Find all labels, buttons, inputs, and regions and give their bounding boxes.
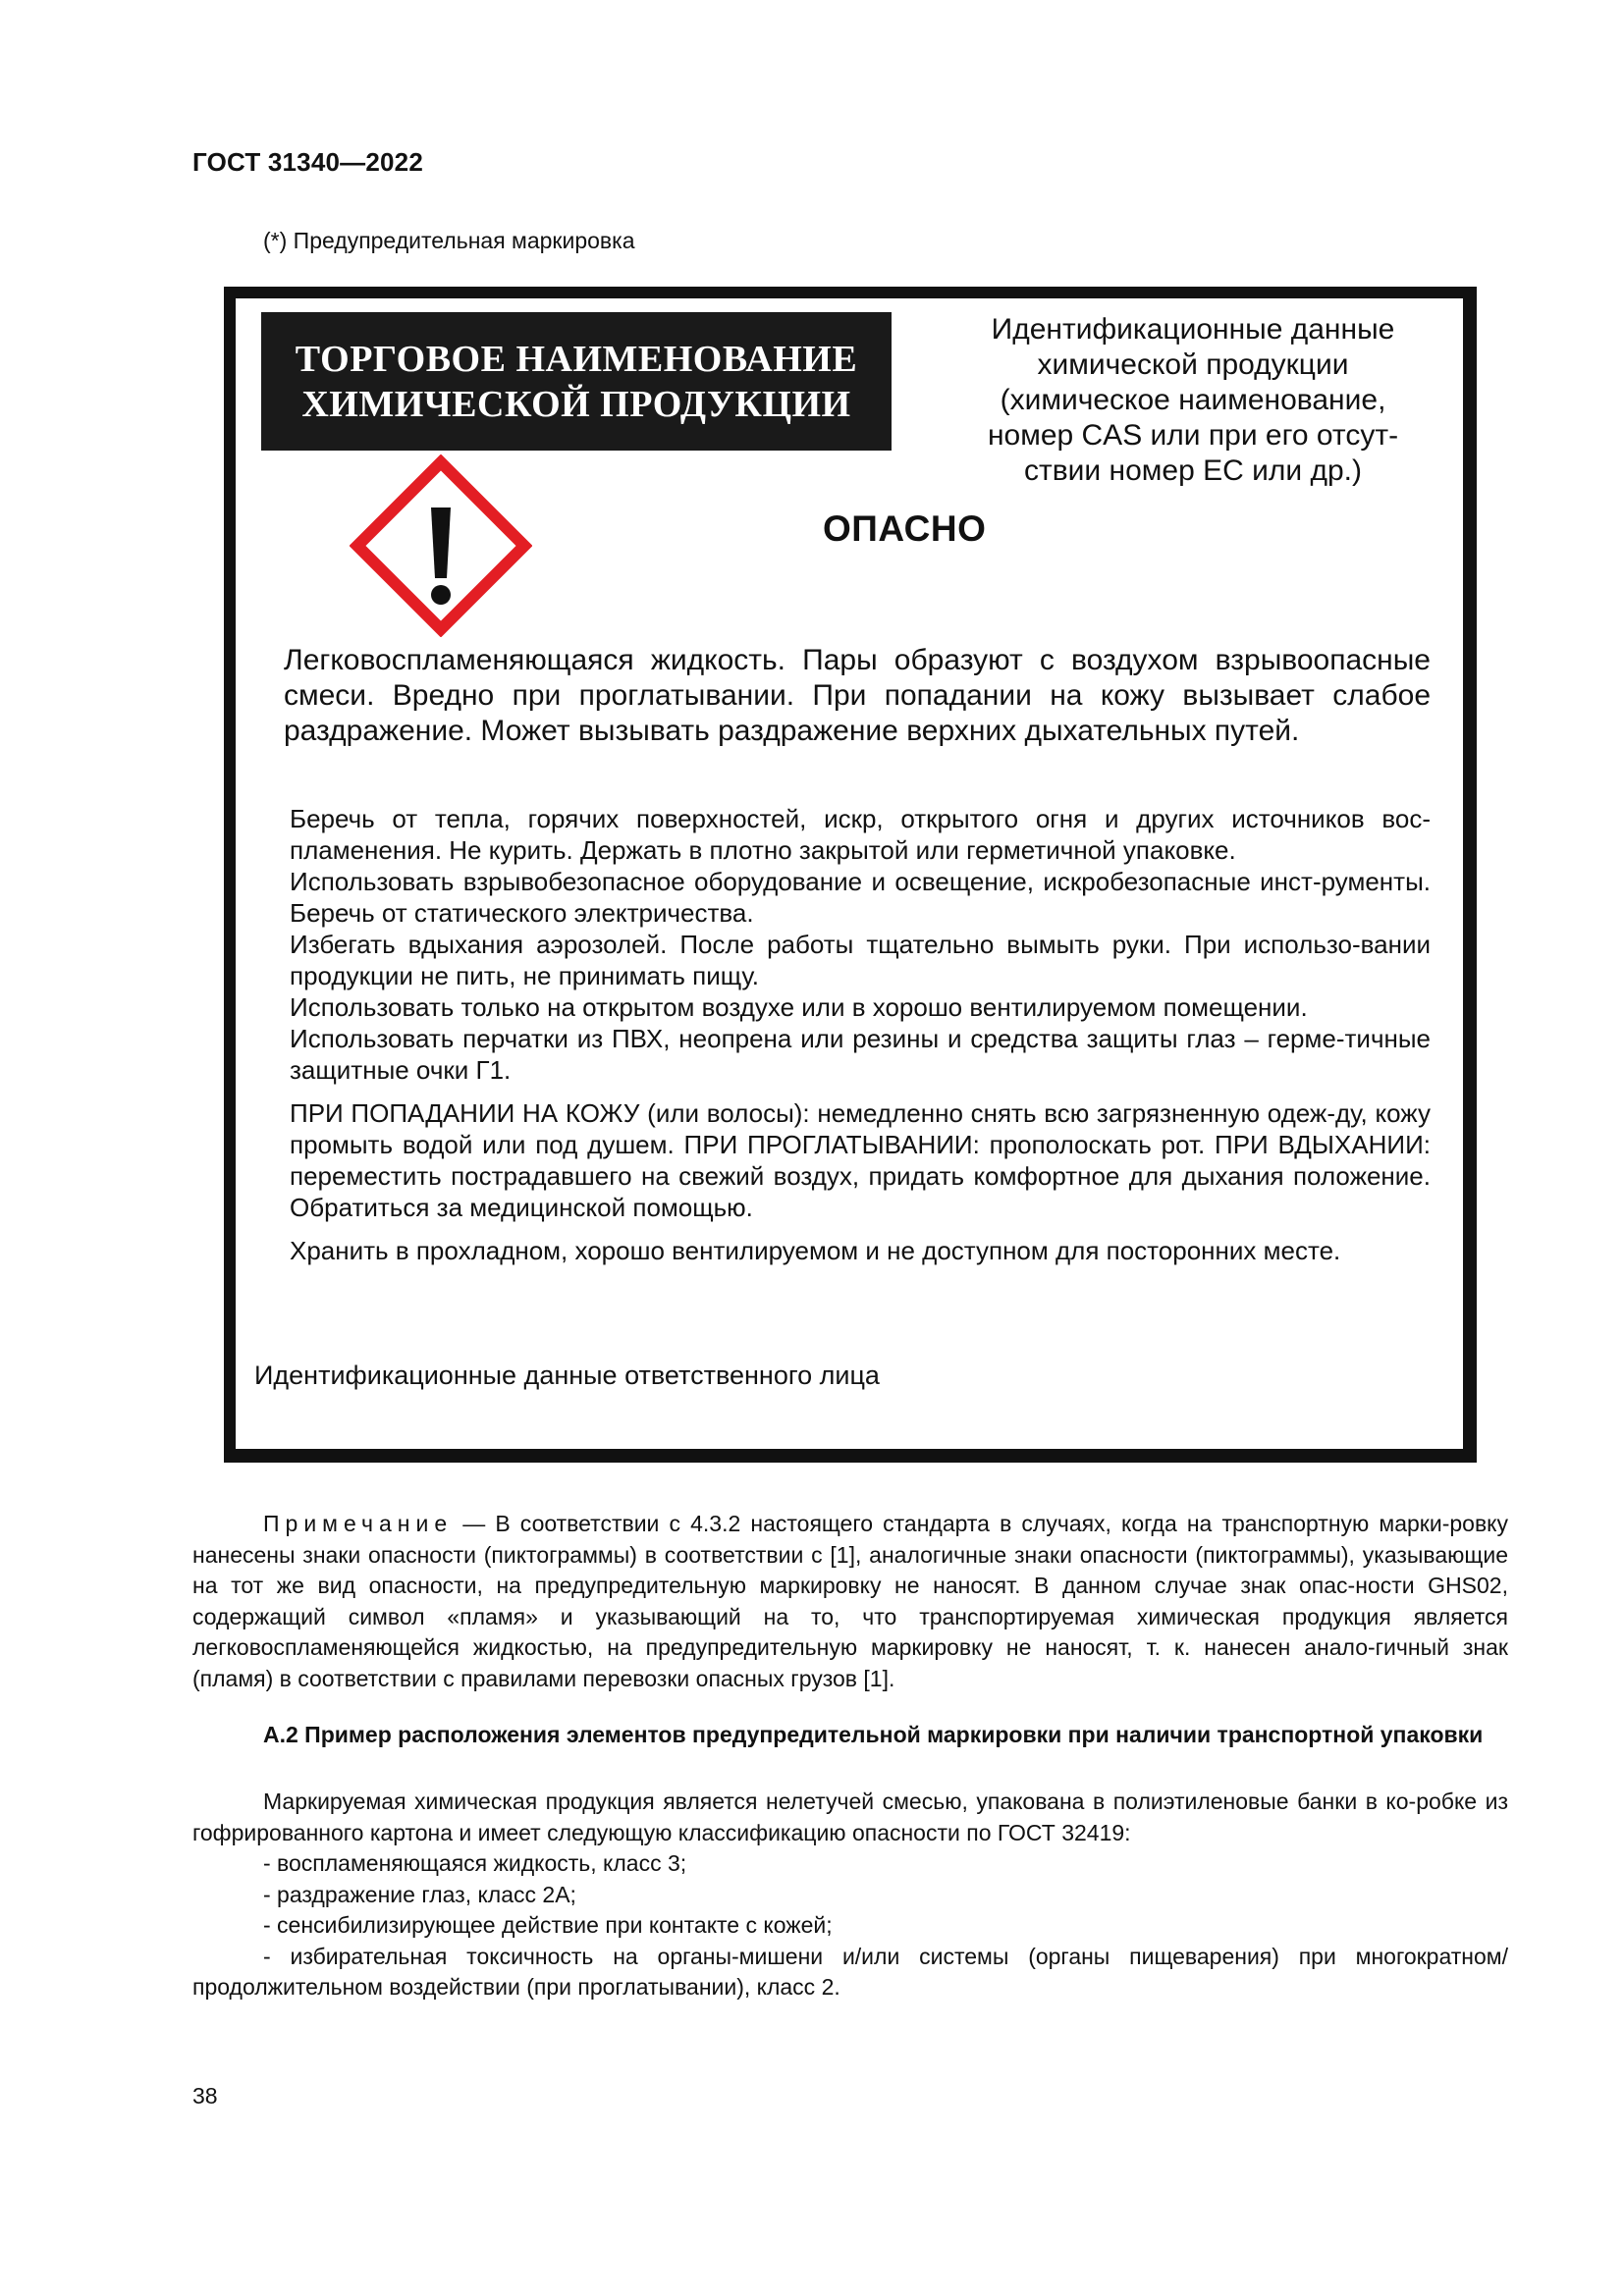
precautionary-statements bbox=[290, 803, 1431, 1266]
section-intro: Маркируемая химическая продукция является нелетучей смесью, упакована в полиэтиленовые банки в ко-робке из гофрированного картона и имеет следующую классификацию опасности по ГОСТ 32419: bbox=[192, 1789, 1508, 1845]
trade-name-line-1: ТОРГОВОЕ НАИМЕНОВАНИЕ bbox=[295, 338, 858, 380]
note-text: — В соответствии с 4.3.2 настоящего стандарта в случаях, когда на транспортную марки-ровку нанесены знаки опасности (пиктограммы) в соответствии с [1], аналогичные знаки опасности (пиктограммы), указывающие на тот же вид опасности, на предупредительную маркировку не наносят. В данном случае знак опас-ности GHS02, содержащий символ «пламя» и указывающий на то, что транспортируемая химическая продукция является легковоспламеняющейся жидкостью, на предупредительную маркировку не наносят, т. к. нанесен анало-гичный знак (пламя) в соответствии с правилами перевозки опасных грузов [1]. bbox=[192, 1511, 1508, 1691]
first-aid-statement: ПРИ ПОПАДАНИИ НА КОЖУ (или волосы): немедленно снять всю загрязненную одеж-ду, кожу промыть водой или под душем. ПРИ ПРОГЛАТЫВАНИИ: прополоскать рот. ПРИ ВДЫХАНИИ: переместить пострадавшего на свежий воздух, придать комфортное для дыхания положение. Обратиться за медицинской помощью. bbox=[290, 1098, 1431, 1222]
chemical-identity-line: ствии номер ЕС или др.) bbox=[1024, 454, 1362, 487]
chemical-identity-line: Идентификационные данные bbox=[991, 313, 1395, 346]
list-item: - воспламеняющаяся жидкость, класс 3; bbox=[263, 1850, 687, 1876]
note-label: Примечание bbox=[263, 1511, 454, 1536]
list-item: - раздражение глаз, класс 2А; bbox=[263, 1881, 576, 1907]
chemical-identity-line: химической продукции bbox=[1037, 348, 1349, 381]
precaution-item: Использовать взрывобезопасное оборудование и освещение, искробезопасные инст-рументы. Беречь от статического электричества. bbox=[290, 867, 1431, 928]
precaution-item: Беречь от тепла, горячих поверхностей, искр, открытого огня и других источников вос-пламенения. Не курить. Держать в плотно закрытой или герметичной упаковке. bbox=[290, 804, 1431, 865]
list-item: - сенсибилизирующее действие при контакте с кожей; bbox=[263, 1912, 833, 1938]
precaution-item: Использовать только на открытом воздухе или в хорошо вентилируемом помещении. bbox=[290, 992, 1308, 1022]
chemical-identity-block bbox=[957, 312, 1429, 489]
trade-name-line-2: ХИМИЧЕСКОЙ ПРОДУКЦИИ bbox=[301, 383, 851, 425]
chemical-identity-line: (химическое наименование, bbox=[1000, 384, 1386, 416]
exclamation-mark-hazard-icon bbox=[350, 454, 532, 637]
chemical-identity-line: номер CAS или при его отсут- bbox=[987, 419, 1399, 452]
signal-word: ОПАСНО bbox=[823, 508, 987, 549]
section-heading: А.2 Пример расположения элементов предупредительной маркировки при наличии транспортной упаковки bbox=[263, 1722, 1484, 1747]
hazard-statements: Легковоспламеняющаяся жидкость. Пары образуют с воздухом взрывоопасные смеси. Вредно при проглатывании. При попадании на кожу вызывает слабое раздражение. Может вызывать раздражение верхних дыхательных путей. bbox=[284, 644, 1431, 747]
classification-list bbox=[192, 1848, 1508, 2003]
list-item: - избирательная токсичность на органы-мишени и/или системы (органы пищеварения) при многократном/ продолжительном воздействии (при проглатывании), класс 2. bbox=[192, 1943, 1508, 2000]
label-caption: (*) Предупредительная маркировка bbox=[263, 228, 635, 253]
page-number: 38 bbox=[192, 2083, 218, 2109]
trade-name-block bbox=[261, 312, 892, 451]
document-header: ГОСТ 31340—2022 bbox=[192, 147, 423, 177]
responsible-party: Идентификационные данные ответственного лица bbox=[254, 1361, 880, 1390]
note-paragraph bbox=[192, 1509, 1508, 1694]
precaution-item: Использовать перчатки из ПВХ, неопрена или резины и средства защиты глаз – герме-тичные защитные очки Г1. bbox=[290, 1024, 1431, 1085]
section-body bbox=[192, 1787, 1508, 2003]
precaution-item: Избегать вдыхания аэрозолей. После работы тщательно вымыть руки. При использо-вании продукции не пить, не принимать пищу. bbox=[290, 930, 1431, 990]
storage-statement: Хранить в прохладном, хорошо вентилируемом и не доступном для посторонних месте. bbox=[290, 1236, 1341, 1265]
